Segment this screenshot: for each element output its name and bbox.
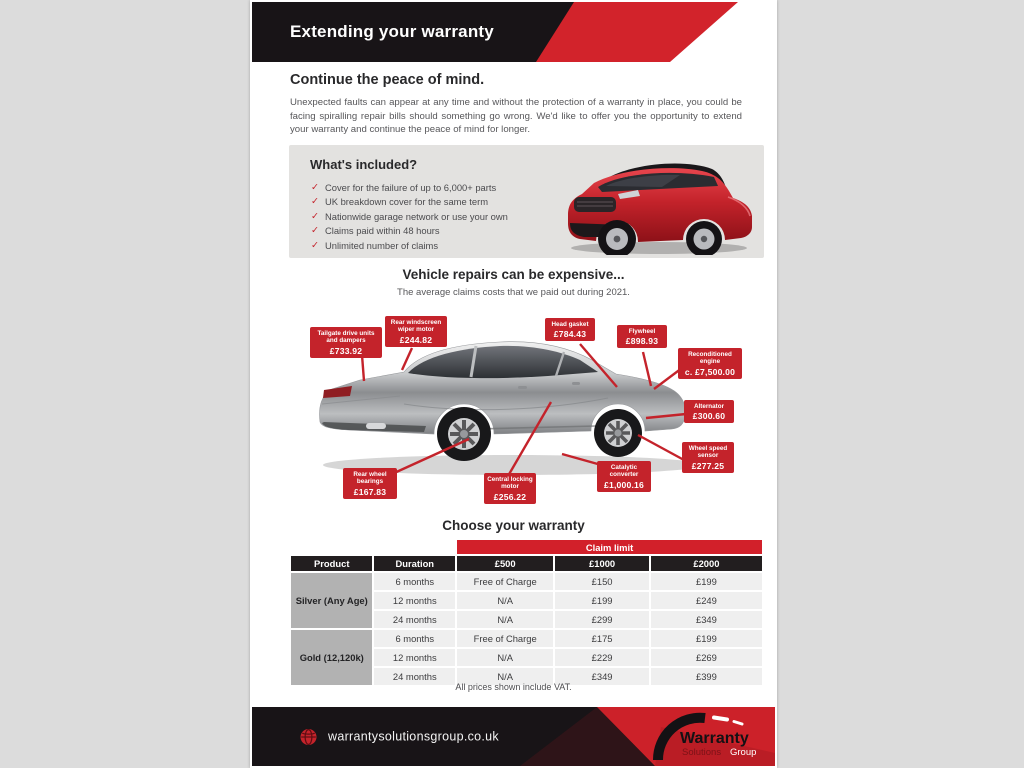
check-icon: ✓: [311, 196, 319, 208]
list-item: [311, 224, 508, 238]
callout-price: £244.82: [399, 334, 433, 345]
callout-label: Central locking motor: [487, 476, 533, 491]
callout-price: £784.43: [553, 329, 587, 340]
page-title: Extending your warranty: [290, 22, 494, 41]
callout-label: Wheel speed sensor: [688, 445, 728, 460]
included-item-label: Nationwide garage network or use your own: [324, 210, 508, 222]
price-callout-alternator: [684, 400, 734, 423]
logo-word-solutions: Solutions: [682, 747, 722, 758]
included-item-label: Cover for the failure of up to 6,000+ parts: [324, 182, 497, 193]
repairs-heading: Vehicle repairs can be expensive...: [402, 267, 625, 282]
table-row: [291, 630, 762, 647]
spacer-cell: [291, 540, 455, 554]
list-item: [311, 195, 508, 209]
footer: [252, 707, 775, 766]
callout-price: £733.92: [329, 345, 363, 356]
callout-price: £898.93: [625, 336, 659, 347]
price-callout-reconditioned-engine: [678, 348, 742, 379]
callout-price: £277.25: [691, 460, 725, 471]
check-icon: ✓: [311, 182, 319, 193]
whats-included-panel: [289, 145, 764, 258]
check-icon: ✓: [311, 210, 319, 222]
price-cell: £349: [651, 611, 762, 628]
price-cell: £399: [651, 668, 762, 685]
product-cell: Gold (12,120k): [291, 630, 372, 685]
globe-icon: [300, 728, 317, 745]
price-cell: £229: [555, 649, 649, 666]
callout-price: £300.60: [692, 411, 726, 422]
vat-note: All prices shown include VAT.: [455, 682, 572, 692]
price-cell: N/A: [457, 668, 553, 685]
duration-cell: 24 months: [374, 668, 455, 685]
list-item: [311, 239, 508, 253]
callout-label: Rear wheel bearings: [353, 471, 387, 486]
list-item: [311, 210, 508, 224]
callout-label: Alternator: [693, 403, 725, 410]
callout-price: £1,000.16: [603, 479, 645, 490]
whats-included-heading: What's included?: [310, 157, 418, 172]
price-cell: £175: [555, 630, 649, 647]
callout-label: Tailgate drive units and dampers: [317, 330, 375, 345]
price-callout-tailgate: [310, 327, 382, 358]
col-header-product: Product: [291, 556, 372, 571]
repairs-subheading: The average claims costs that we paid out during 2021.: [397, 287, 630, 298]
price-callout-rear-wheel-bearings: [343, 468, 397, 499]
price-cell: N/A: [457, 611, 553, 628]
check-icon: ✓: [311, 225, 319, 237]
claim-limit-header: Claim limit: [457, 540, 762, 554]
included-item-label: Claims paid within 48 hours: [324, 225, 440, 237]
col-header-500: £500: [457, 556, 553, 571]
check-icon: ✓: [311, 239, 319, 251]
header-banner: [252, 2, 775, 62]
duration-cell: 12 months: [374, 592, 455, 609]
price-cell: £150: [555, 573, 649, 590]
duration-cell: 6 months: [374, 573, 455, 590]
price-callout-central-locking-motor: [484, 473, 536, 504]
price-callout-head-gasket: [545, 318, 595, 341]
claim-limit-row: [291, 540, 762, 554]
price-cell: Free of Charge: [457, 573, 553, 590]
price-cell: N/A: [457, 649, 553, 666]
duration-cell: 6 months: [374, 630, 455, 647]
col-header-duration: Duration: [374, 556, 455, 571]
logo-word-warranty: Warranty: [680, 730, 749, 747]
col-header-2000: £2000: [651, 556, 762, 571]
callout-price: £167.83: [353, 486, 387, 497]
price-cell: £199: [555, 592, 649, 609]
price-callout-wheel-speed-sensor: [682, 442, 734, 473]
callout-label: Head gasket: [551, 321, 589, 328]
callout-price: c. £7,500.00: [684, 366, 736, 377]
price-cell: £199: [651, 573, 762, 590]
callout-label: Catalytic converter: [609, 464, 639, 479]
price-cell: £269: [651, 649, 762, 666]
product-cell: Silver (Any Age): [291, 573, 372, 628]
flyer-page: [250, 0, 777, 768]
price-cell: Free of Charge: [457, 630, 553, 647]
col-header-1000: £1000: [555, 556, 649, 571]
duration-cell: 12 months: [374, 649, 455, 666]
logo-word-group: Group: [730, 747, 757, 758]
table-row: [291, 573, 762, 590]
intro-paragraph: Unexpected faults can appear at any time and without the protection of a warranty in place, you could be facing spiralling repair bills should something go wrong. We'd like to offer you the opportunity to extend your warranty and continue the peace of mind for longer.: [290, 97, 742, 136]
price-cell: £349: [555, 668, 649, 685]
price-callout-flywheel: [617, 325, 667, 348]
included-item-label: Unlimited number of claims: [324, 239, 439, 251]
list-item: [311, 181, 508, 195]
table-title: Choose your warranty: [442, 518, 585, 533]
included-list: [311, 181, 508, 253]
red-suv-image: [562, 153, 758, 255]
website-row: [300, 728, 499, 745]
price-cell: £299: [555, 611, 649, 628]
duration-cell: 24 months: [374, 611, 455, 628]
price-cell: £249: [651, 592, 762, 609]
callout-label: Flywheel: [628, 328, 656, 335]
callout-price: £256.22: [493, 491, 527, 502]
price-callout-catalytic-converter: [597, 461, 651, 492]
warranty-table: [289, 538, 764, 687]
website-link[interactable]: warrantysolutionsgroup.co.uk: [328, 729, 499, 744]
price-cell: £199: [651, 630, 762, 647]
repair-costs-diagram: [250, 308, 777, 520]
column-header-row: [291, 556, 762, 571]
callout-label: Rear windscreen wiper motor: [390, 319, 442, 334]
included-item-label: UK breakdown cover for the same term: [324, 196, 489, 208]
callout-label: Reconditioned engine: [688, 351, 732, 366]
price-callout-rear-wiper: [385, 316, 447, 347]
intro-heading: Continue the peace of mind.: [290, 72, 485, 88]
warranty-solutions-group-logo: [650, 712, 772, 762]
price-cell: N/A: [457, 592, 553, 609]
